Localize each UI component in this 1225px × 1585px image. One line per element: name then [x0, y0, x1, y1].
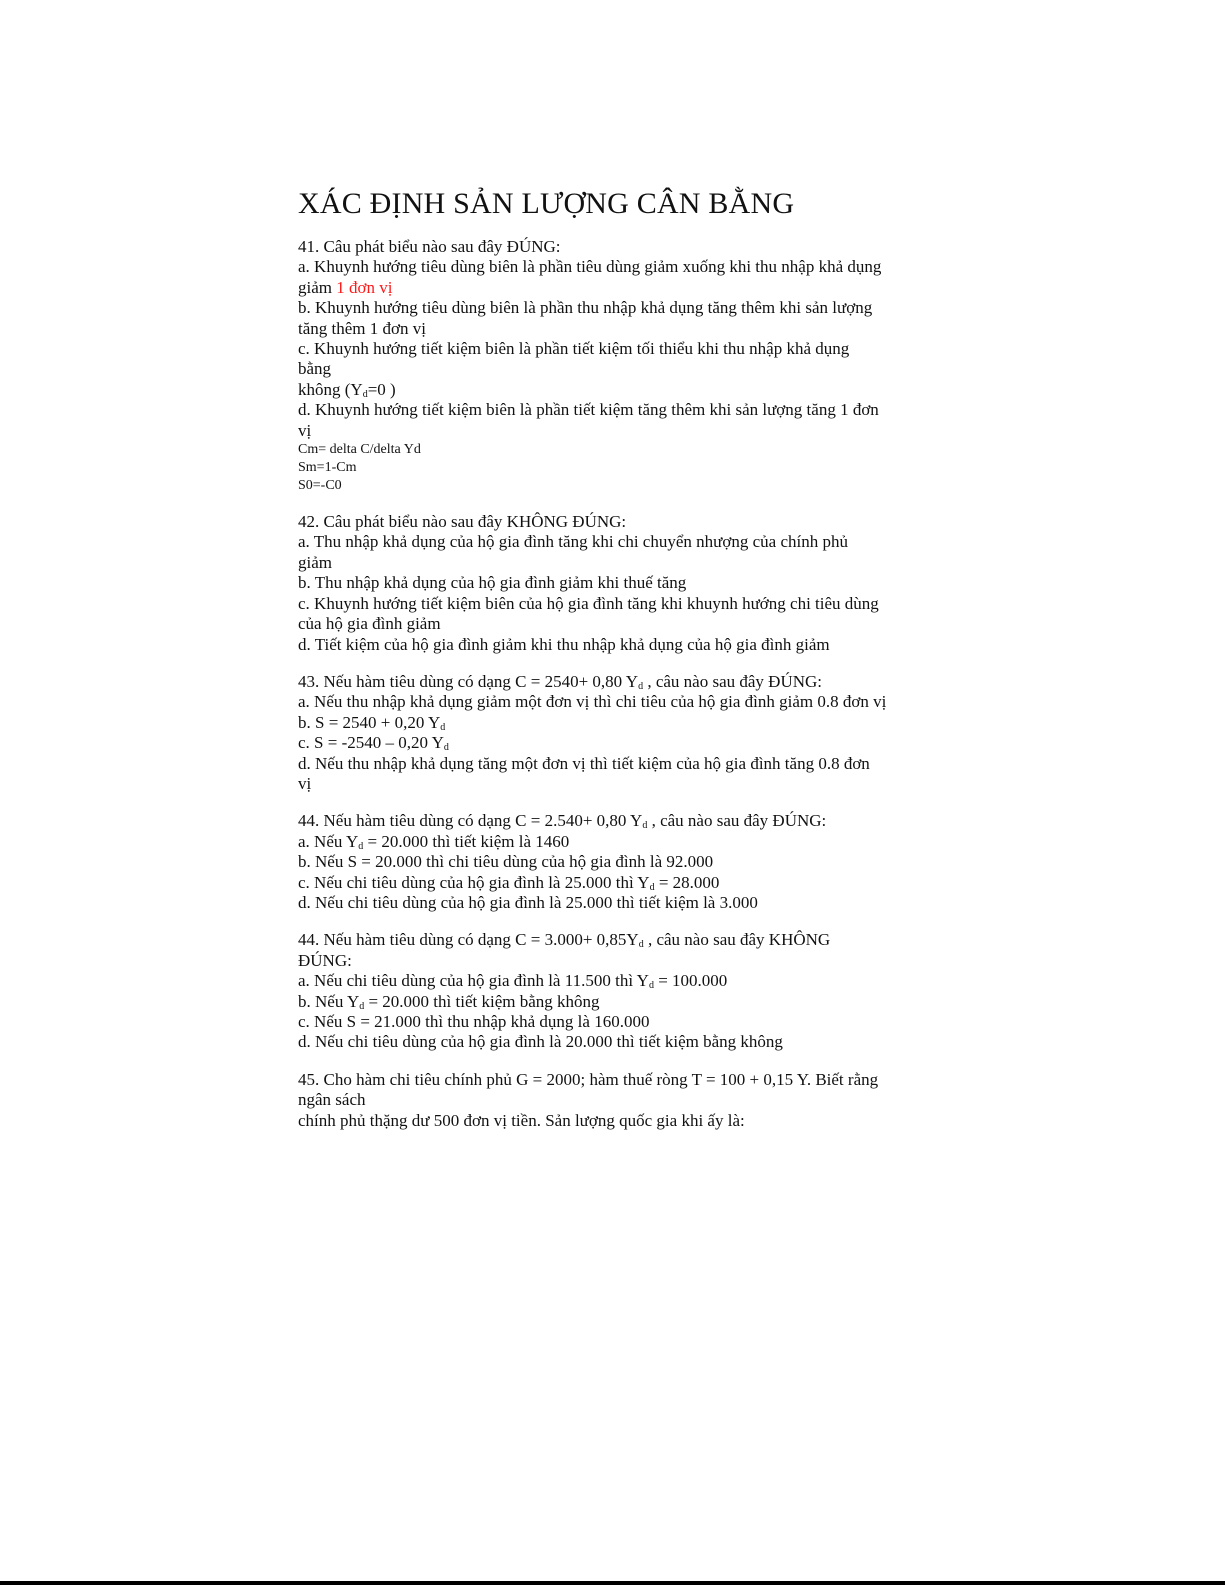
- text-part: , câu nào sau đây ĐÚNG:: [647, 811, 827, 831]
- question-41: [298, 237, 928, 495]
- option-41c-line3: [298, 380, 928, 400]
- option-42c-line1: c. Khuynh hướng tiết kiệm biên của hộ gia đình tăng khi khuynh hướng chi tiêu dùng: [298, 593, 879, 613]
- text-part: = 28.000: [654, 872, 720, 892]
- option-44b-c: c. Nếu S = 21.000 thì thu nhập khả dụng là 160.000: [298, 1012, 650, 1031]
- document-page: [298, 183, 928, 1148]
- option-42b: b. Thu nhập khả dụng của hộ gia đình giảm khi thuế tăng: [298, 573, 687, 593]
- text-part: 43. Nếu hàm tiêu dùng có dạng C = 2540+ 0,80 Y: [298, 671, 639, 691]
- question-45-line3: chính phủ thặng dư 500 đơn vị tiền. Sản lượng quốc gia khi ấy là:: [298, 1110, 745, 1130]
- question-45: [298, 1070, 928, 1131]
- question-41-text: 41. Câu phát biểu nào sau đây ĐÚNG:: [298, 237, 561, 256]
- text-part: c. Nếu chi tiêu dùng của hộ gia đình là 25.000 thì Y: [298, 872, 650, 892]
- page-bottom-border: [0, 1581, 1225, 1585]
- subscript: d: [638, 939, 644, 951]
- question-44-second: [298, 930, 928, 1052]
- text-part: b. Nếu Y: [298, 991, 360, 1011]
- question-44a-text: [298, 811, 928, 831]
- option-43d-line1: d. Nếu thu nhập khả dụng tăng một đơn vị thì tiết kiệm của hộ gia đình tăng 0.8 đơn: [298, 753, 870, 773]
- question-43: [298, 672, 928, 794]
- text-part: , câu nào sau đây KHÔNG: [643, 930, 831, 950]
- subscript: d: [642, 820, 648, 832]
- formula-note-1: Cm= delta C/delta Yd: [298, 442, 421, 458]
- option-41b-line2: tăng thêm 1 đơn vị: [298, 318, 426, 338]
- option-43a: a. Nếu thu nhập khả dụng giảm một đơn vị thì chi tiêu của hộ gia đình giảm 0.8 đơn vị: [298, 692, 887, 712]
- option-44a-c: [298, 873, 928, 893]
- question-42: [298, 512, 928, 655]
- text-part: a. Nếu chi tiêu dùng của hộ gia đình là 11.500 thì Y: [298, 971, 649, 991]
- subscript: d: [359, 1000, 365, 1012]
- option-42a-line1: a. Thu nhập khả dụng của hộ gia đình tăng khi chi chuyển nhượng của chính phủ: [298, 532, 848, 552]
- option-44b-b: [298, 992, 928, 1012]
- subscript: d: [440, 721, 446, 733]
- subscript: d: [362, 388, 368, 400]
- formula-note-2: Sm=1-Cm: [298, 460, 357, 476]
- text-part: = 20.000 thì tiết kiệm là 1460: [363, 831, 570, 851]
- subscript: d: [648, 980, 654, 992]
- option-41a-text: giảm: [298, 277, 337, 297]
- text-part: c. S = -2540 – 0,20 Y: [298, 733, 444, 753]
- text-part: b. S = 2540 + 0,20 Y: [298, 712, 441, 732]
- option-41c-line1: c. Khuynh hướng tiết kiệm biên là phần tiết kiệm tối thiểu khi thu nhập khả dụng: [298, 339, 850, 359]
- formula-note-3: S0=-C0: [298, 478, 342, 494]
- option-43b: [298, 713, 928, 733]
- option-41c-line2: bằng: [298, 359, 332, 379]
- question-44b-text: [298, 930, 928, 950]
- option-44a-a: [298, 832, 928, 852]
- question-43-text: [298, 672, 928, 692]
- question-45-line1: 45. Cho hàm chi tiêu chính phủ G = 2000; hàm thuế ròng T = 100 + 0,15 Y. Biết rằng: [298, 1069, 879, 1089]
- subscript: d: [638, 680, 644, 692]
- text-part: , câu nào sau đây ĐÚNG:: [643, 671, 823, 691]
- option-42a-line2: giảm: [298, 552, 332, 572]
- option-41b-line1: b. Khuynh hướng tiêu dùng biên là phần thu nhập khả dụng tăng thêm khi sản lượng: [298, 298, 873, 318]
- text-part: 44. Nếu hàm tiêu dùng có dạng C = 3.000+ 0,85Y: [298, 930, 639, 950]
- option-41d-line1: d. Khuynh hướng tiết kiệm biên là phần tiết kiệm tăng thêm khi sản lượng tăng 1 đơn: [298, 400, 879, 420]
- option-41d-line2: vị: [298, 420, 312, 440]
- option-41a-line1: a. Khuynh hướng tiêu dùng biên là phần tiêu dùng giảm xuống khi thu nhập khả dụng: [298, 257, 882, 277]
- subscript: d: [649, 881, 655, 893]
- subscript: d: [443, 742, 449, 754]
- option-42c-line2: của hộ gia đình giảm: [298, 614, 441, 634]
- text-part: 44. Nếu hàm tiêu dùng có dạng C = 2.540+ 0,80 Y: [298, 811, 643, 831]
- option-44a-d: d. Nếu chi tiêu dùng của hộ gia đình là 25.000 thì tiết kiệm là 3.000: [298, 892, 758, 912]
- text-part: không (Y: [298, 379, 363, 399]
- highlighted-text: 1 đơn vị: [336, 277, 393, 297]
- subscript: d: [358, 840, 364, 852]
- question-42-text: 42. Câu phát biểu nào sau đây KHÔNG ĐÚNG:: [298, 512, 627, 532]
- text-part: =0 ): [367, 379, 396, 399]
- text-part: = 100.000: [653, 971, 728, 991]
- question-44-first: [298, 811, 928, 913]
- text-part: a. Nếu Y: [298, 831, 359, 851]
- option-43c: [298, 733, 928, 753]
- question-44b-text-line2: ĐÚNG:: [298, 950, 352, 970]
- option-41a-line2: [298, 278, 928, 298]
- option-44b-d: d. Nếu chi tiêu dùng của hộ gia đình là 20.000 thì tiết kiệm bằng không: [298, 1032, 783, 1052]
- option-43d-line2: vị: [298, 773, 312, 793]
- question-45-line2: ngân sách: [298, 1090, 366, 1110]
- option-42d: d. Tiết kiệm của hộ gia đình giảm khi thu nhập khả dụng của hộ gia đình giảm: [298, 634, 830, 654]
- option-44b-a: [298, 971, 928, 991]
- text-part: = 20.000 thì tiết kiệm bằng không: [364, 991, 600, 1011]
- option-44a-b: b. Nếu S = 20.000 thì chi tiêu dùng của hộ gia đình là 92.000: [298, 852, 714, 872]
- page-title: XÁC ĐỊNH SẢN LƯỢNG CÂN BẰNG: [298, 187, 795, 220]
